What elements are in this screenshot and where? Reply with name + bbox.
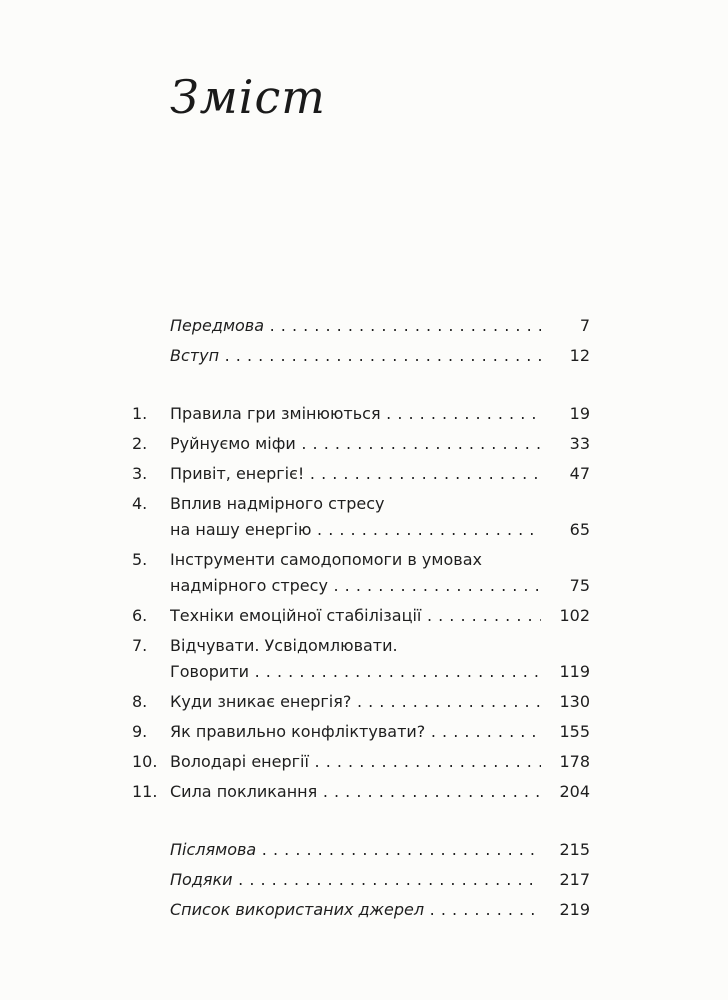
chapter-number: 7. — [132, 636, 148, 655]
toc-entry-title: Подяки . . . — [170, 870, 541, 890]
chapter-page: 19 — [569, 404, 590, 423]
chapter-title-continued: на нашу енергію . . . — [170, 520, 541, 540]
chapter-title: Вплив надмірного стресу — [170, 494, 385, 513]
chapter-number: 10. — [132, 752, 158, 771]
chapter-title-continued: надмірного стресу . . . — [170, 576, 541, 596]
chapter-number: 6. — [132, 606, 148, 625]
chapter-number: 9. — [132, 722, 148, 741]
chapter-title: Руйнуємо міфи . . . — [170, 434, 541, 454]
toc-entry-page: 215 — [559, 840, 590, 859]
chapter-title: Володарі енергії . . . — [170, 752, 541, 772]
toc-entry-title: Передмова . . . — [170, 316, 541, 336]
toc-entry-title: Вступ . . . — [170, 346, 541, 366]
page-title: Зміст — [170, 70, 326, 124]
chapter-page: 102 — [559, 606, 590, 625]
chapter-title: Як правильно конфліктувати? . . . — [170, 722, 541, 742]
chapter-title: Інструменти самодопомоги в умовах — [170, 550, 482, 569]
toc-entry-title: Список використаних джерел . . . — [170, 900, 541, 920]
chapter-page: 47 — [569, 464, 590, 483]
chapter-page: 204 — [559, 782, 590, 801]
toc-entry-page: 217 — [559, 870, 590, 889]
chapter-page: 130 — [559, 692, 590, 711]
chapter-page: 75 — [569, 576, 590, 595]
chapter-title: Куди зникає енергія? . . . — [170, 692, 541, 712]
chapter-page: 33 — [569, 434, 590, 453]
chapter-number: 1. — [132, 404, 148, 423]
chapter-page: 119 — [559, 662, 590, 681]
chapter-number: 11. — [132, 782, 158, 801]
chapter-number: 4. — [132, 494, 148, 513]
chapter-number: 3. — [132, 464, 148, 483]
chapter-title: Привіт, енергіє! . . . — [170, 464, 541, 484]
chapter-page: 65 — [569, 520, 590, 539]
chapter-page: 155 — [559, 722, 590, 741]
toc-entry-title: Післямова . . . — [170, 840, 541, 860]
chapter-title: Сила покликання . . . — [170, 782, 541, 802]
chapter-number: 2. — [132, 434, 148, 453]
toc-entry-page: 219 — [559, 900, 590, 919]
chapter-title: Відчувати. Усвідомлювати. — [170, 636, 398, 655]
toc-entry-page: 12 — [569, 346, 590, 365]
toc-entry-page: 7 — [579, 316, 590, 335]
chapter-number: 5. — [132, 550, 148, 569]
chapter-number: 8. — [132, 692, 148, 711]
chapter-title: Техніки емоційної стабілізації . . . — [170, 606, 541, 626]
chapter-title-continued: Говорити . . . — [170, 662, 541, 682]
chapter-title: Правила гри змінюються . . . — [170, 404, 541, 424]
chapter-page: 178 — [559, 752, 590, 771]
